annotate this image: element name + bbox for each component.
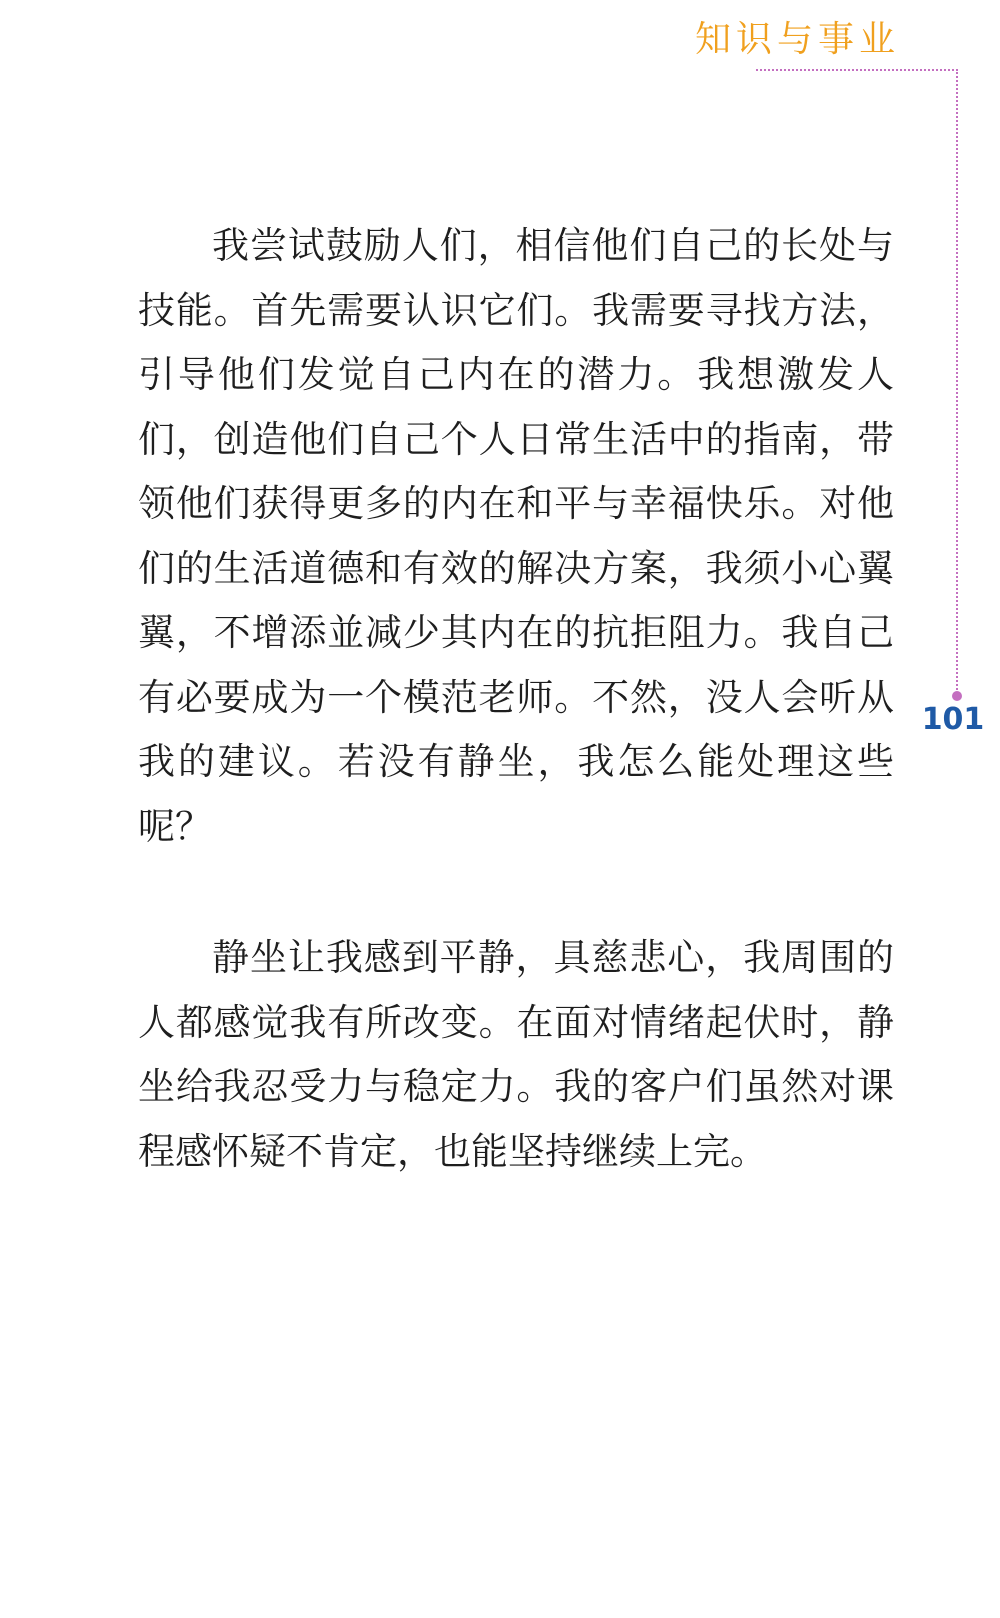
header-dotted-rule xyxy=(756,69,958,71)
page-number: 101 xyxy=(921,702,985,737)
paragraph: 我尝试鼓励人们，相信他们自己的长处与技能。首先需要认识它们。我需要寻找方法，引导他们发觉自己内在的潜力。我想激发人们，创造他们自己个人日常生活中的指南，带领他们获得更多的内在和平与幸福快乐。对他们的生活道德和有效的解决方案，我须小心翼翼，不增添並减少其内在的抗拒阻力。我自己有必要成为一个模范老师。不然，没人会听从我的建议。若没有静坐，我怎么能处理这些呢？ xyxy=(138,224,894,848)
body-text-block-1 xyxy=(138,214,894,859)
margin-dotted-rule xyxy=(956,69,958,694)
margin-rule-dot xyxy=(952,691,962,701)
paragraph: 静坐让我感到平静，具慈悲心，我周围的人都感觉我有所改变。在面对情绪起伏时，静坐给我忍受力与稳定力。我的客户们虽然对课程感怀疑不肯定，也能坚持继续上完。 xyxy=(138,936,894,1173)
chapter-title: 知识与事业 xyxy=(694,19,900,60)
body-text-block-2 xyxy=(138,926,894,1184)
